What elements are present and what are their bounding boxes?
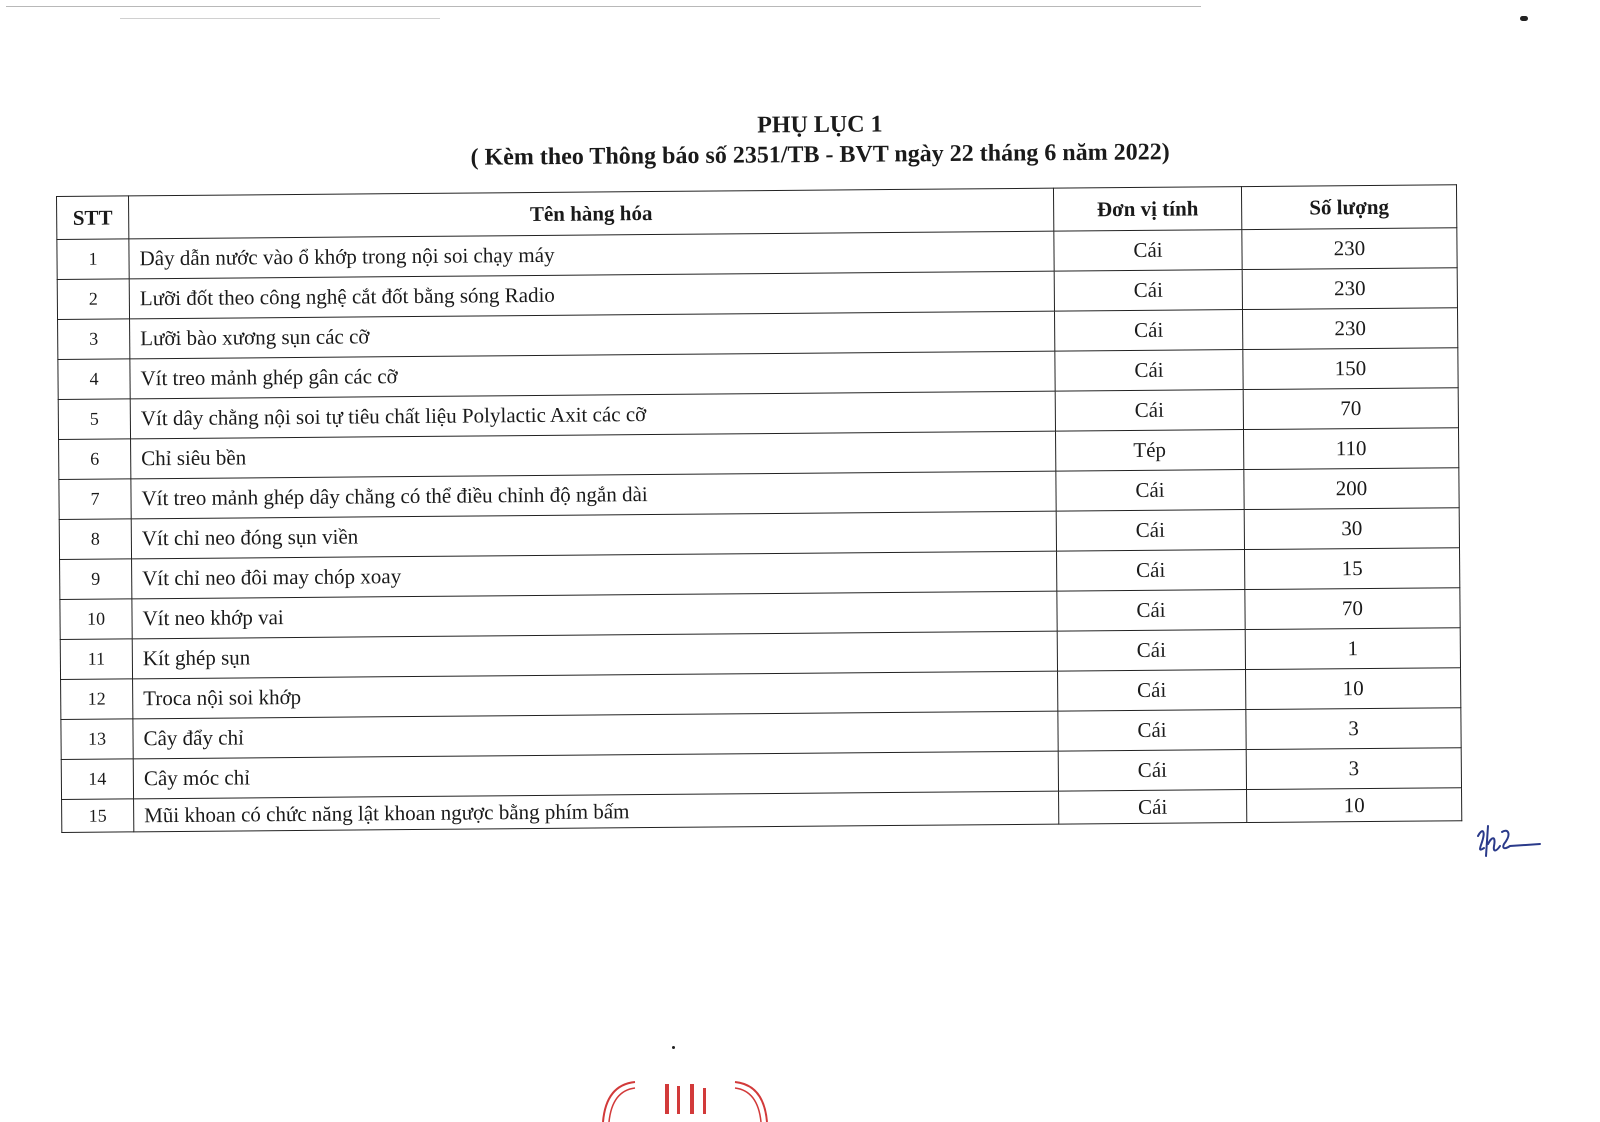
cell-qty: 10: [1246, 668, 1461, 710]
cell-unit: Cái: [1054, 230, 1242, 272]
cell-unit: Cái: [1055, 390, 1243, 432]
cell-qty: 3: [1246, 748, 1461, 790]
cell-stt: 12: [61, 679, 133, 720]
cell-unit: Cái: [1057, 550, 1245, 592]
table-body: [57, 228, 1462, 833]
cell-unit: Cái: [1056, 510, 1244, 552]
cell-name: Vít dây chằng nội soi tự tiêu chất liệu Polylactic Axit các cỡ: [130, 391, 1055, 439]
cell-unit: Cái: [1057, 630, 1245, 672]
cell-name: Vít neo khớp vai: [132, 591, 1057, 639]
cell-name: Cây móc chỉ: [133, 751, 1058, 799]
cell-qty: 1: [1245, 628, 1460, 670]
cell-stt: 13: [61, 719, 133, 760]
cell-stt: 3: [58, 319, 130, 360]
cell-stt: 11: [60, 639, 132, 680]
cell-name: Mũi khoan có chức năng lật khoan ngược bằng phím bấm: [134, 791, 1059, 832]
header-name: Tên hàng hóa: [129, 188, 1054, 239]
cell-unit: Tép: [1056, 430, 1244, 472]
cell-qty: 10: [1247, 788, 1462, 823]
cell-unit: Cái: [1055, 350, 1243, 392]
cell-qty: 230: [1242, 308, 1457, 350]
handwritten-initials-signature: [1474, 822, 1544, 862]
cell-name: Chỉ siêu bền: [131, 431, 1056, 479]
cell-name: Vít chỉ neo đóng sụn viền: [131, 511, 1056, 559]
goods-table-wrapper: [56, 184, 1462, 833]
cell-qty: 30: [1244, 508, 1459, 550]
cell-qty: 230: [1242, 268, 1457, 310]
cell-stt: 9: [60, 559, 132, 600]
cell-name: Dây dẫn nước vào ổ khớp trong nội soi chạy máy: [129, 231, 1054, 279]
cell-stt: 10: [60, 599, 132, 640]
cell-stt: 8: [59, 519, 131, 560]
cell-unit: Cái: [1054, 270, 1242, 312]
cell-stt: 6: [59, 439, 131, 480]
cell-unit: Cái: [1059, 790, 1247, 825]
cell-qty: 230: [1242, 228, 1457, 270]
cell-stt: 5: [58, 399, 130, 440]
document-subtitle: ( Kèm theo Thông báo số 2351/TB - BVT ngày 22 tháng 6 năm 2022): [470, 139, 1170, 171]
cell-unit: Cái: [1054, 310, 1242, 352]
cell-name: Vít chỉ neo đôi may chóp xoay: [132, 551, 1057, 599]
document-title: PHỤ LỤC 1: [757, 111, 883, 139]
cell-stt: 4: [58, 359, 130, 400]
top-scan-rule: [6, 6, 1201, 7]
red-seal-stamp-partial: [595, 1078, 775, 1122]
document-heading: [0, 104, 1600, 177]
cell-unit: Cái: [1058, 750, 1246, 792]
cell-qty: 110: [1243, 428, 1458, 470]
cell-unit: Cái: [1056, 470, 1244, 512]
cell-unit: Cái: [1058, 670, 1246, 712]
cell-qty: 3: [1246, 708, 1461, 750]
scan-mark: [1520, 16, 1528, 21]
cell-stt: 14: [61, 759, 133, 800]
goods-table: [56, 184, 1462, 833]
top-scan-rule-secondary: [120, 18, 440, 19]
cell-stt: 1: [57, 239, 129, 280]
cell-qty: 70: [1245, 588, 1460, 630]
cell-name: Lưỡi đốt theo công nghệ cắt đốt bằng sóng Radio: [129, 271, 1054, 319]
cell-qty: 70: [1243, 388, 1458, 430]
cell-qty: 200: [1244, 468, 1459, 510]
cell-unit: Cái: [1057, 590, 1245, 632]
cell-name: Vít treo mảnh ghép dây chằng có thể điều chỉnh độ ngắn dài: [131, 471, 1056, 519]
header-qty: Số lượng: [1241, 185, 1456, 230]
cell-name: Troca nội soi khớp: [133, 671, 1058, 719]
cell-name: Lưỡi bào xương sụn các cỡ: [130, 311, 1055, 359]
scan-speck: [672, 1046, 675, 1049]
cell-stt: 2: [57, 279, 129, 320]
header-stt: STT: [57, 196, 129, 240]
cell-name: Kít ghép sụn: [132, 631, 1057, 679]
cell-qty: 15: [1245, 548, 1460, 590]
cell-unit: Cái: [1058, 710, 1246, 752]
cell-name: Cây đẩy chỉ: [133, 711, 1058, 759]
cell-stt: 7: [59, 479, 131, 520]
cell-qty: 150: [1243, 348, 1458, 390]
cell-name: Vít treo mảnh ghép gân các cỡ: [130, 351, 1055, 399]
header-unit: Đơn vị tính: [1053, 187, 1241, 232]
cell-stt: 15: [62, 799, 134, 833]
